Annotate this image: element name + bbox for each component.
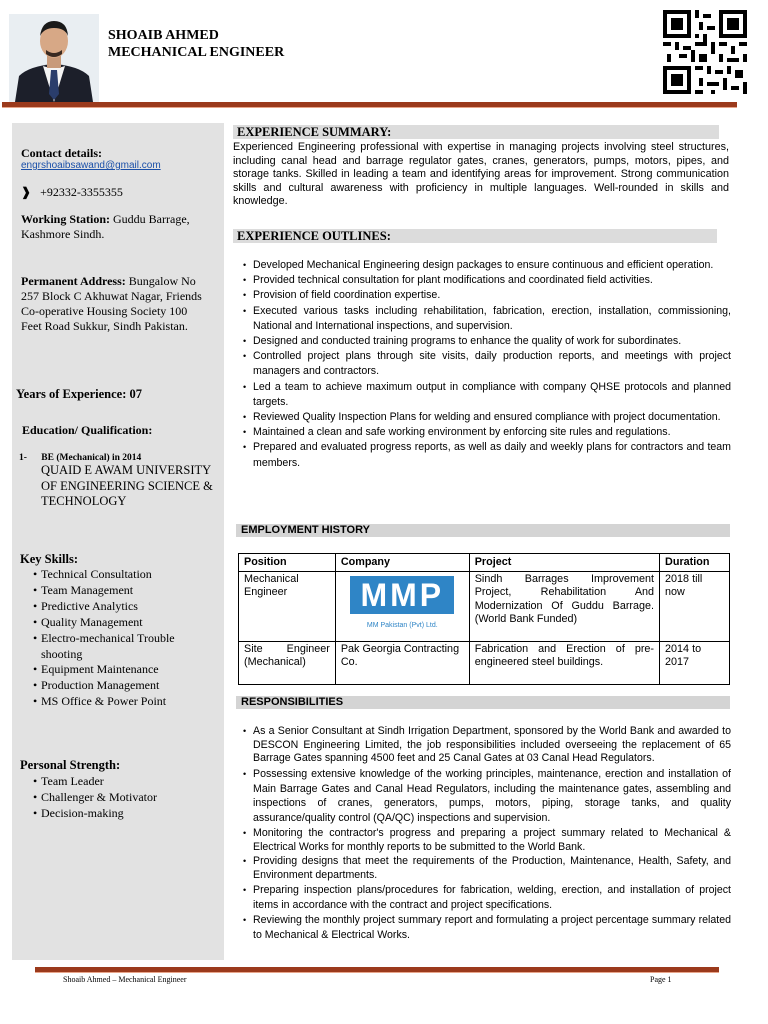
- key-skill-item: • Quality Management: [21, 615, 211, 631]
- table-header-row: [239, 554, 730, 572]
- project-cell: Fabrication and Erection of pre-engineered steel buildings.: [469, 641, 659, 684]
- employment-heading: EMPLOYMENT HISTORY: [241, 524, 370, 536]
- permanent-address-line4: Feet Road Sukkur, Sindh Pakistan.: [21, 319, 188, 333]
- qr-code: [663, 9, 747, 95]
- experience-label: Years of Experience:: [16, 387, 127, 401]
- column-header: Company: [335, 554, 469, 572]
- education-university: QUAID E AWAM UNIVERSITY OF ENGINEERING SCIENCE & TECHNOLOGY: [41, 463, 213, 508]
- email-link[interactable]: engrshoaibsawand@gmail.com: [21, 160, 161, 171]
- outline-item: • Designed and conducted training programs to enhance the quality of work for subordinates.: [240, 334, 731, 349]
- page-number: Page 1: [650, 975, 672, 984]
- key-skill-item: • Technical Consultation: [21, 567, 211, 583]
- column-header: Position: [239, 554, 336, 572]
- strength-item: • Team Leader: [21, 774, 211, 790]
- outline-item: • Developed Mechanical Engineering design packages to ensure continuous and efficient operation.: [240, 258, 731, 273]
- company-cell: Pak Georgia Contracting Co.: [335, 641, 469, 684]
- column-header: Duration: [660, 554, 730, 572]
- responsibility-item: • As a Senior Consultant at Sindh Irrigation Department, sponsored by the World Bank and awarded to DESCON Engineering Limited, the job responsibilities included overseeing the replacement of 65 Barrage Gates spanning 4500 feet and 25 Canal Gates at 03 Canal Head Regulators.: [240, 725, 731, 766]
- responsibility-item: • Monitoring the contractor's progress and preparing a project summary related to Mechanical & Electrical Works for monthly reports to be submitted to the World Bank.: [240, 826, 731, 854]
- responsibilities-heading-bar: [236, 696, 730, 709]
- table-row: [239, 641, 730, 684]
- company-cell: [335, 571, 469, 641]
- company-logo-subtext: MM Pakistan (Pvt) Ltd.: [366, 621, 438, 629]
- phone-row: [21, 185, 123, 200]
- outline-item: • Reviewed Quality Inspection Plans for welding and ensured compliance with project documentation.: [240, 410, 731, 425]
- permanent-address-line2: 257 Block C Akhuwat Nagar, Friends: [21, 289, 202, 303]
- working-station-value-2: Kashmore Sindh.: [21, 227, 105, 241]
- summary-heading-bar: [233, 125, 719, 139]
- outline-item: • Provision of field coordination expertise.: [240, 288, 731, 303]
- strength-item: • Challenger & Motivator: [21, 790, 211, 806]
- outline-item: • Provided technical consultation for plant modifications and coordinated field activities.: [240, 273, 731, 288]
- working-station: [21, 212, 221, 242]
- outlines-heading: EXPERIENCE OUTLINES:: [237, 229, 391, 243]
- outlines-heading-bar: [233, 229, 717, 243]
- experience-value: 07: [129, 387, 143, 401]
- footer-divider: [35, 967, 719, 973]
- key-skills-list: [21, 567, 211, 710]
- outline-item: • Led a team to achieve maximum output in compliance with company QHSE protocols and planned targets.: [240, 380, 731, 410]
- outline-item: • Maintained a clean and safe working environment by enforcing site rules and regulations.: [240, 425, 731, 440]
- education-degree: BE (Mechanical) in 2014: [41, 453, 142, 463]
- responsibility-item: • Reviewing the monthly project summary report and formulating a project percentage summary related to Mechanical & Electrical Works.: [240, 913, 731, 943]
- company-logo: MMP: [350, 576, 454, 614]
- sidebar: [12, 123, 224, 960]
- responsibilities-heading: RESPONSIBILITIES: [241, 696, 344, 708]
- key-skill-item: • Predictive Analytics: [21, 599, 211, 615]
- project-cell: Sindh Barrages Improvement Project, Rehabilitation And Modernization Of Guddu Barrage. (World Bank Funded): [469, 571, 659, 641]
- outline-item: • Executed various tasks including rehabilitation, fabrication, erection, installation, commissioning, National and International inspections, and supervision.: [240, 304, 731, 334]
- phone-number: +92332-3355355: [40, 185, 123, 199]
- position-cell: Mechanical Engineer: [239, 571, 336, 641]
- permanent-address-line3: Co-operative Housing Society 100: [21, 304, 188, 318]
- duration-cell: 2014 to 2017: [660, 641, 730, 684]
- responsibility-item: • Preparing inspection plans/procedures for fabrication, welding, erection, and installation of project items in accordance with the contract and project specifications.: [240, 883, 731, 913]
- name-block: [108, 27, 284, 61]
- contact-heading: Contact details:: [21, 146, 102, 160]
- outline-item: • Controlled project plans through site visits, daily production reports, and meetings with project managers and contractors.: [240, 349, 731, 379]
- permanent-address-label: Permanent Address:: [21, 274, 126, 288]
- key-skill-item: • Production Management: [21, 678, 211, 694]
- duration-cell: 2018 till now: [660, 571, 730, 641]
- working-station-value: Guddu Barrage,: [113, 212, 190, 226]
- responsibility-item: • Possessing extensive knowledge of the working principles, maintenance, erection and installation of Main Barrage Gates and Canal Head Regulators, including the maintenance gates, assembling and inspections of cranes, generators, pumps, motors, piping, storage tanks, and quality assurance/quality control (QA/QC) inspections and supervision.: [240, 767, 731, 826]
- person-title: MECHANICAL ENGINEER: [108, 45, 285, 60]
- outlines-list: [240, 258, 731, 471]
- employment-table: [238, 553, 730, 685]
- key-skill-item: • MS Office & Power Point: [21, 694, 211, 710]
- footer-author: Shoaib Ahmed – Mechanical Engineer: [63, 975, 187, 984]
- personal-strength-list: [21, 774, 211, 830]
- key-skill-item: • Equipment Maintenance: [21, 662, 211, 678]
- person-name: SHOAIB AHMED: [108, 28, 219, 43]
- outline-item: • Prepared and evaluated progress reports, as well as daily and weekly plans for contractors and team members.: [240, 440, 731, 470]
- years-experience: [16, 387, 142, 402]
- header-divider: [2, 102, 737, 108]
- personal-strength-heading: Personal Strength:: [20, 758, 121, 772]
- permanent-address: [21, 274, 221, 334]
- education-heading: Education/ Qualification:: [22, 423, 153, 437]
- responsibility-item: • Providing designs that meet the requirements of the Production, Maintenance, Health, Safety, and Environment departments.: [240, 854, 731, 883]
- position-cell: Site Engineer (Mechanical): [239, 641, 336, 684]
- profile-photo: [9, 14, 99, 102]
- table-row: [239, 571, 730, 641]
- education-number: 1-: [19, 453, 27, 463]
- summary-heading: EXPERIENCE SUMMARY:: [237, 125, 392, 139]
- employment-heading-bar: [236, 524, 730, 537]
- summary-text: Experienced Engineering professional with expertise in managing projects involving steel structures, including canal head and barrage regulator gates, cranes, generators, pumps, motors, pipes, and storage tanks. Skilled in leading a team and identifying areas for improvement. Strong communication skills and cultural awareness with proficiency in multiple languages. Well-rounded in skills and knowledge.: [233, 141, 729, 207]
- permanent-address-line1: Bungalow No: [128, 274, 196, 288]
- working-station-label: Working Station:: [21, 212, 111, 226]
- key-skill-item: • Electro-mechanical Trouble shooting: [21, 631, 211, 663]
- key-skills-heading: Key Skills:: [20, 552, 78, 566]
- strength-item: • Decision-making: [21, 806, 211, 822]
- key-skill-item: • Team Management: [21, 583, 211, 599]
- responsibilities-list: [240, 725, 731, 943]
- phone-icon: ❱: [21, 185, 32, 199]
- column-header: Project: [469, 554, 659, 572]
